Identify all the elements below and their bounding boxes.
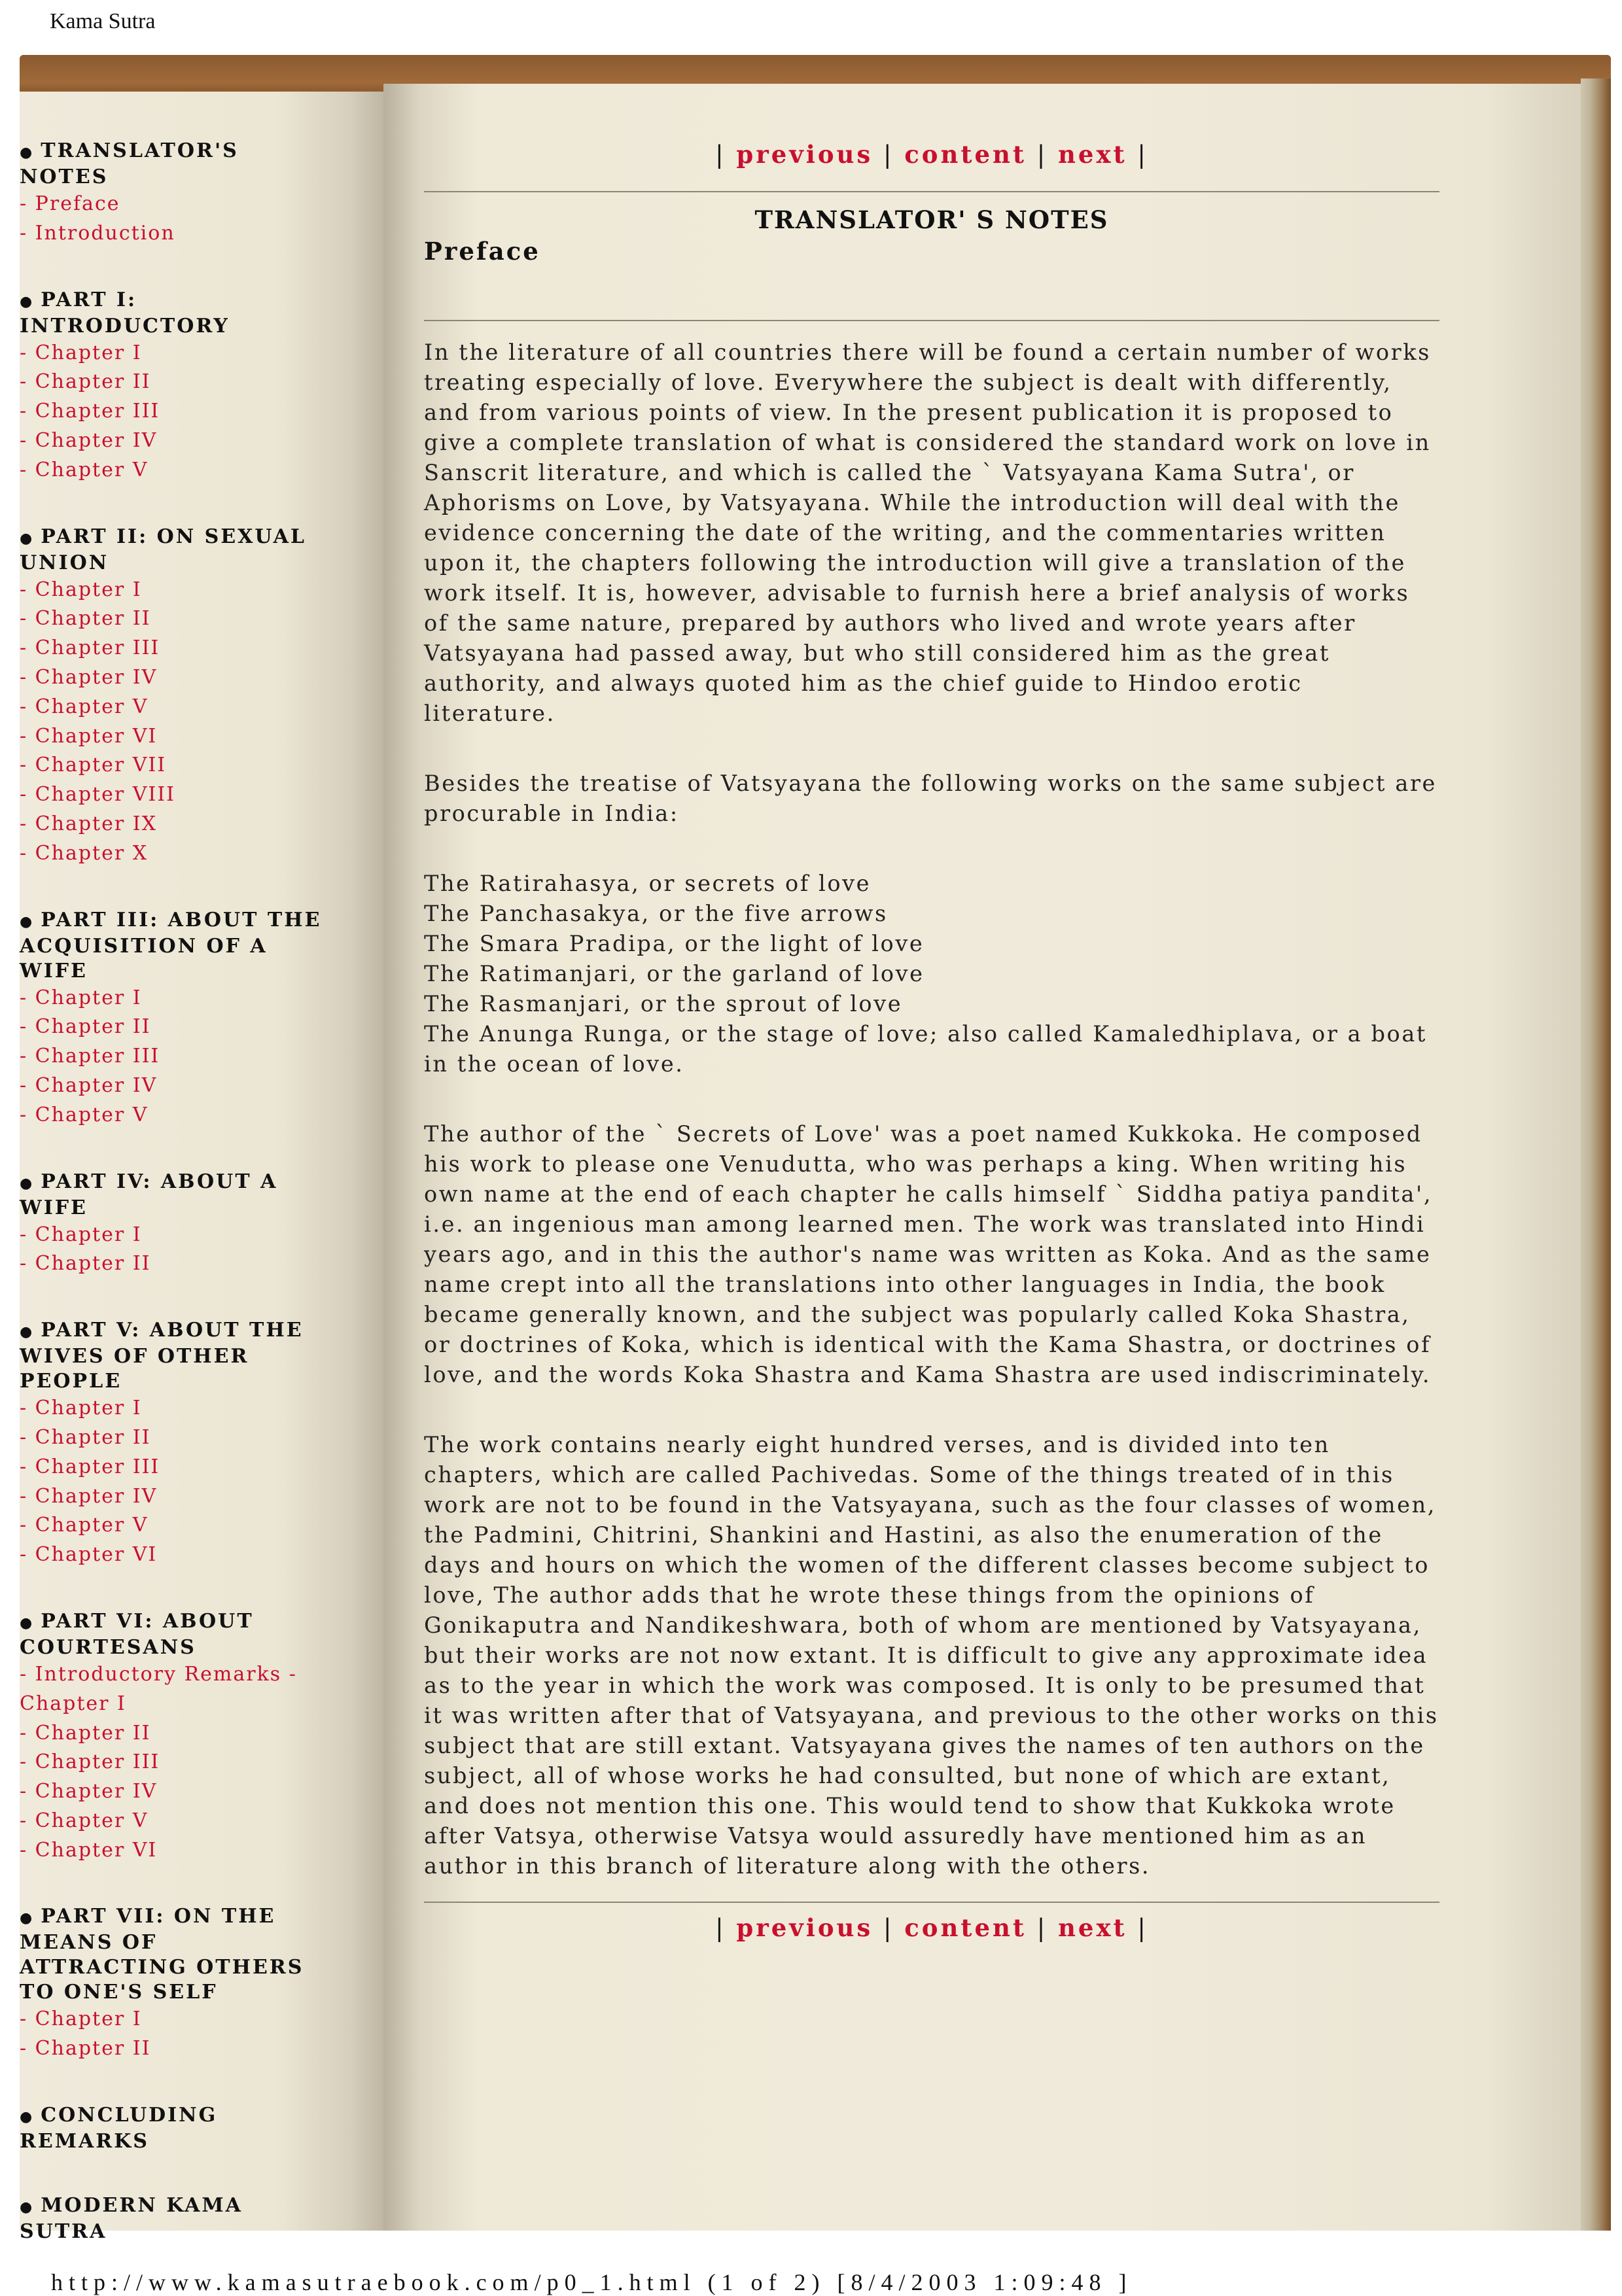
list-item: The Ratirahasya, or secrets of love — [424, 871, 872, 896]
separator: | — [715, 1914, 726, 1942]
sidebar-link[interactable]: - Chapter II — [20, 607, 151, 631]
bullet-icon: ● — [20, 1909, 35, 1927]
bullet-icon: ● — [20, 2108, 35, 2126]
bullet-icon: ● — [20, 144, 35, 161]
paragraph: The author of the ` Secrets of Love' was a poet named Kukkoka. He composed his work to please one Venudutta, who was perhaps a king. When writing his own name at the end of each chapter he calls himself ` Siddha patiya pandita', i.e. an ingenious man among learned men. The work was translated into Hindi years ago, and in this the author's name was written as Koka. And as the same name crept into all the translations into other languages in India, the book became generally known, and the subject was popularly called Koka Shastra, or doctrines of Koka, which is identical with the Kama Shastra, or doctrines of love, and the words Koka Shastra and Kama Shastra are used indiscriminately. — [424, 1121, 1433, 1387]
sidebar-link[interactable]: - Chapter I — [20, 986, 142, 1009]
sidebar-link[interactable]: - Preface — [20, 192, 120, 215]
next-link[interactable]: next — [1058, 140, 1127, 169]
bullet-icon: ● — [20, 2199, 35, 2216]
sidebar-section — [20, 1170, 327, 1279]
sidebar-link[interactable]: - Introduction — [20, 221, 175, 245]
sidebar-section — [20, 1318, 327, 1570]
bullet-icon: ● — [20, 1323, 35, 1341]
paragraph: The work contains nearly eight hundred verses, and is divided into ten chapters, which are called Pachivedas. Some of the things treated of in this work are not to be found in the Vatsyayana, such as the four classes of women, the Padmini, Chitrini, Shankini and Hastini, as also the enumeration of the days and hours on which the women of the different classes become subject to love, The author adds that he wrote these things from the opinions of Gonikaputra and Nandikeshwara, both of whom are mentioned by Vatsyayana, but their works are not now extant. It is difficult to give any approximate idea as to the year in which the work was composed. It is only to be presumed that it was written after that of Vatsyayana, and previous to the other works on this subject that are still extant. Vatsyayana gives the names of ten authors on the subject, all of whose works he had consulted, but none of which are extant, and does not mention this one. This would tend to show that Kukkoka wrote after Vatsya, otherwise Vatsya would assuredly have mentioned him as an author in this branch of literature along with the others. — [424, 1432, 1439, 1879]
sidebar-link[interactable]: - Chapter VIII — [20, 783, 175, 807]
separator: | — [1036, 141, 1048, 169]
works-list — [424, 869, 1439, 1079]
sidebar-section-title[interactable] — [20, 139, 327, 190]
sidebar-section-title[interactable] — [20, 2193, 327, 2244]
sidebar-section — [20, 1904, 327, 2064]
book-page-edge — [1581, 78, 1611, 2231]
bullet-icon: ● — [20, 292, 35, 310]
divider — [424, 320, 1439, 321]
sidebar-section — [20, 2193, 327, 2244]
sidebar-link[interactable]: - Chapter I — [20, 578, 142, 601]
sidebar-section-label: CONCLUDING REMARKS — [20, 2104, 218, 2153]
previous-link[interactable]: previous — [736, 1913, 873, 1942]
sidebar-section-label: PART VII: ON THE MEANS OF ATTRACTING OTHERS TO ONE'S SELF — [20, 1905, 304, 2004]
page-title: Kama Sutra — [50, 9, 156, 33]
section-subheading: Preface — [424, 237, 540, 266]
sidebar-section — [20, 908, 327, 1130]
list-item: The Anunga Runga, or the stage of love; also called Kamaledhiplava, or a boat in the ocean of love. — [424, 1021, 1427, 1077]
bottom-pager — [424, 1913, 1439, 1942]
bullet-icon: ● — [20, 529, 35, 547]
sidebar-link[interactable]: - Chapter I — [20, 341, 142, 364]
list-item: The Panchasakya, or the five arrows — [424, 901, 888, 926]
sidebar-section-label: PART IV: ABOUT A WIFE — [20, 1170, 278, 1219]
sidebar-section-title[interactable] — [20, 1170, 327, 1221]
sidebar-link[interactable]: Chapter I — [20, 1692, 126, 1715]
list-item: The Ratimanjari, or the garland of love — [424, 961, 925, 986]
next-link[interactable]: next — [1058, 1913, 1127, 1942]
paragraph: In the literature of all countries there will be found a certain number of works treating especially of love. Everywhere the subject is dealt with differently, and from various points of view. In the present publication it is proposed to give a complete translation of what is considered the standard work on love in Sanscrit literature, and which is called the ` Vatsyayana Kama Sutra', or Aphorisms on Love, by Vatsyayana. While the introduction will deal with the evidence concerning the date of the writing, and the commentaries written upon it, the chapters following the introduction will give a translation of the work itself. It is, however, advisable to furnish here a brief analysis of works of the same nature, prepared by authors who lived and wrote years after Vatsyayana had passed away, but who still considered him as the great authority, and always quoted him as the chief guide to Hindoo erotic literature. — [424, 339, 1431, 726]
list-item: The Smara Pradipa, or the light of love — [424, 931, 925, 956]
sidebar-link[interactable]: - Chapter IV — [20, 428, 158, 452]
sidebar-link[interactable]: - Chapter VI — [20, 724, 158, 748]
previous-link[interactable]: previous — [736, 140, 873, 169]
sidebar-section-title[interactable] — [20, 2103, 327, 2154]
sidebar-section-title[interactable] — [20, 288, 327, 339]
sidebar-section — [20, 288, 327, 485]
sidebar-link[interactable]: - Chapter III — [20, 1045, 160, 1068]
bullet-icon: ● — [20, 1174, 35, 1192]
sidebar-link[interactable]: - Chapter II — [20, 1252, 151, 1276]
sidebar-link[interactable]: - Chapter II — [20, 2037, 151, 2061]
page-footer-url: http://www.kamasutraebook.com/p0_1.html (1 of 2) [8/4/2003 1:09:48 ] — [51, 2269, 1133, 2295]
sidebar-link[interactable]: - Chapter VI — [20, 1543, 158, 1567]
sidebar-link[interactable]: - Introductory Remarks - — [20, 1662, 297, 1686]
sidebar-link[interactable]: - Chapter II — [20, 1721, 151, 1745]
sidebar-link[interactable]: - Chapter X — [20, 841, 149, 865]
bullet-icon: ● — [20, 913, 35, 930]
sidebar-section-title[interactable] — [20, 525, 327, 576]
sidebar-link[interactable]: - Chapter I — [20, 1397, 142, 1420]
divider — [424, 191, 1439, 192]
sidebar-section-label: TRANSLATOR'S NOTES — [20, 139, 239, 188]
list-item: The Rasmanjari, or the sprout of love — [424, 991, 903, 1017]
separator: | — [1036, 1914, 1048, 1942]
sidebar-link[interactable]: - Chapter VII — [20, 754, 167, 777]
sidebar-section-label: PART III: ABOUT THE ACQUISITION OF A WIFE — [20, 908, 322, 983]
sidebar-link[interactable]: - Chapter II — [20, 370, 151, 394]
separator: | — [715, 141, 726, 169]
sidebar-link[interactable]: - Chapter I — [20, 2008, 142, 2031]
sidebar-section-label: PART I: INTRODUCTORY — [20, 288, 230, 338]
sidebar-section — [20, 525, 327, 869]
paragraph: Besides the treatise of Vatsyayana the following works on the same subject are procurable in India: — [424, 771, 1437, 826]
bullet-icon: ● — [20, 1614, 35, 1631]
separator: | — [1137, 1914, 1148, 1942]
sidebar-link[interactable]: - Chapter IV — [20, 1484, 158, 1508]
sidebar-section-label: PART VI: ABOUT COURTESANS — [20, 1609, 254, 1659]
sidebar-link[interactable]: - Chapter IX — [20, 812, 157, 835]
sidebar-link[interactable]: - Chapter IV — [20, 665, 158, 689]
sidebar-section-label: MODERN KAMA SUTRA — [20, 2194, 243, 2244]
sidebar-section-title[interactable] — [20, 1609, 327, 1660]
separator: | — [1137, 141, 1148, 169]
sidebar-link[interactable]: - Chapter II — [20, 1015, 151, 1039]
sidebar-section — [20, 2103, 327, 2154]
content-link[interactable]: content — [904, 1913, 1027, 1942]
sidebar-link[interactable]: - Chapter V — [20, 1809, 149, 1832]
sidebar-link[interactable]: - Chapter III — [20, 400, 160, 423]
sidebar-link[interactable]: - Chapter V — [20, 458, 149, 481]
divider — [424, 1902, 1439, 1903]
sidebar-link[interactable]: - Chapter III — [20, 636, 160, 660]
sidebar-link[interactable]: - Chapter V — [20, 695, 149, 718]
sidebar-link[interactable]: - Chapter II — [20, 1425, 151, 1449]
sidebar-section-title[interactable] — [20, 1904, 327, 2005]
sidebar-link[interactable]: - Chapter IV — [20, 1780, 158, 1803]
content-link[interactable]: content — [904, 140, 1027, 169]
sidebar-link[interactable]: - Chapter I — [20, 1223, 142, 1246]
sidebar-link[interactable]: - Chapter VI — [20, 1838, 158, 1862]
sidebar-section-title[interactable] — [20, 908, 327, 984]
sidebar-link[interactable]: - Chapter V — [20, 1103, 149, 1126]
section-heading: TRANSLATOR' S NOTES — [754, 205, 1109, 234]
sidebar-nav — [20, 139, 327, 2284]
sidebar-section — [20, 139, 327, 249]
sidebar-link[interactable]: - Chapter III — [20, 1455, 160, 1478]
separator: | — [883, 1914, 894, 1942]
sidebar-link[interactable]: - Chapter V — [20, 1514, 149, 1537]
sidebar-link[interactable]: - Chapter III — [20, 1750, 160, 1774]
top-pager — [424, 140, 1439, 169]
sidebar-section — [20, 1609, 327, 1866]
sidebar-section-label: PART V: ABOUT THE WIVES OF OTHER PEOPLE — [20, 1319, 304, 1393]
main-content — [424, 338, 1439, 1921]
sidebar-link[interactable]: - Chapter IV — [20, 1073, 158, 1097]
separator: | — [883, 141, 894, 169]
sidebar-section-title[interactable] — [20, 1318, 327, 1394]
sidebar-section-label: PART II: ON SEXUAL UNION — [20, 525, 307, 574]
